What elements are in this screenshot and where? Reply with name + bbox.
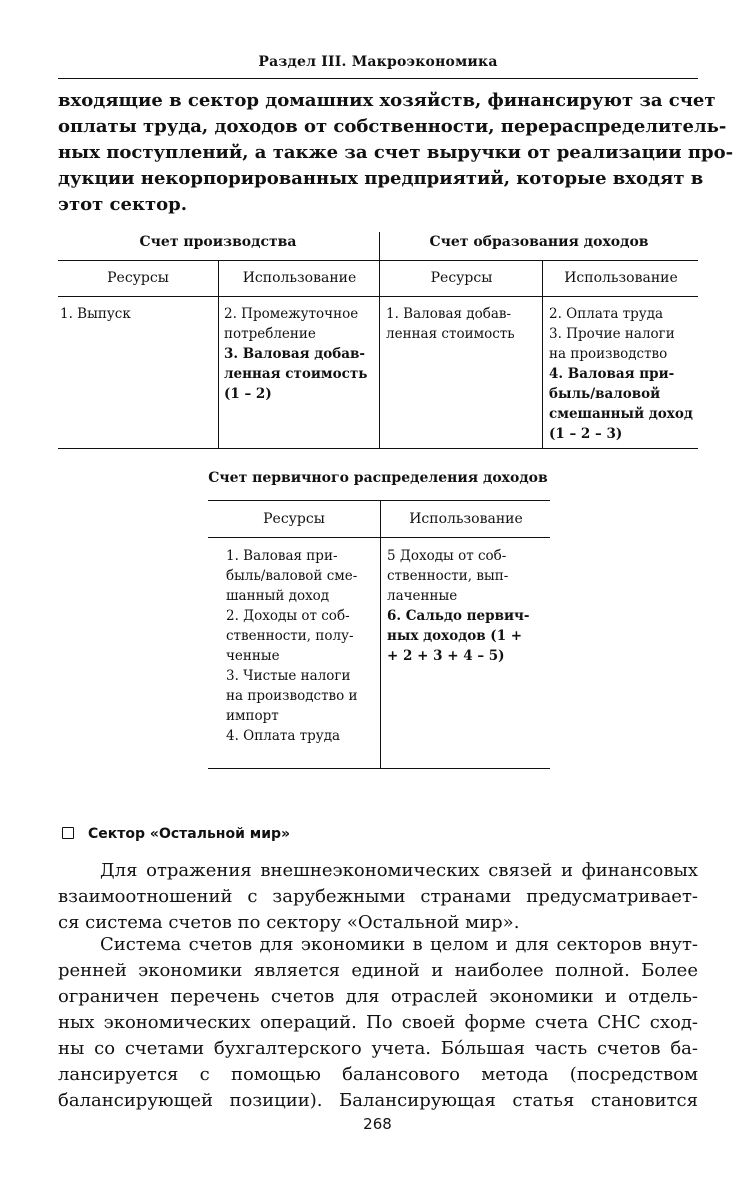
table-rule — [208, 768, 550, 769]
cell-line: 6. Сальдо первич- — [387, 608, 530, 624]
cell-primary-resources — [226, 546, 376, 746]
section-title-text: Сектор «Остальной мир» — [88, 826, 291, 842]
cell-line: 2. Доходы от соб- — [226, 608, 350, 624]
intro-paragraph — [58, 88, 734, 218]
cell-line: ленная стоимость — [386, 326, 515, 342]
header-resources: Ресурсы — [430, 270, 493, 286]
text-line: оплаты труда, доходов от собственности, перераспределитель- — [58, 116, 727, 137]
cell-line: ственности, вып- — [387, 568, 509, 584]
cell-line: 1. Валовая при- — [226, 548, 338, 564]
section-heading — [62, 826, 290, 842]
table-divider — [218, 260, 219, 448]
header-rule — [58, 78, 698, 79]
header-usage: Использование — [242, 270, 357, 286]
text-line: взаимоотношений с зарубежными странами предусматривает- — [58, 886, 698, 907]
cell-line: ственности, полу- — [226, 628, 354, 644]
text-line: этот сектор. — [58, 194, 187, 215]
header-resources: Ресурсы — [107, 270, 169, 286]
income-generation-account-title: Счет образования доходов — [429, 234, 649, 250]
cell-line: (1 – 2) — [224, 386, 272, 402]
cell-primary-usage — [387, 546, 547, 666]
cell-line: смешанный доход — [549, 406, 693, 422]
running-head: Раздел III. Макроэкономика — [258, 54, 498, 70]
cell-income-usage — [549, 304, 697, 444]
table-rule — [58, 448, 698, 449]
primary-income-account-table — [208, 500, 550, 770]
text-line: Система счетов для экономики в целом и для секторов внут- — [100, 934, 698, 955]
cell-line: импорт — [226, 708, 279, 724]
cell-line: 3. Валовая добав- — [224, 346, 366, 362]
cell-line: 3. Прочие налоги — [549, 326, 675, 342]
table-rule — [208, 500, 550, 501]
cell-line: 5 Доходы от соб- — [387, 548, 507, 564]
cell-production-resources — [60, 304, 214, 324]
cell-production-usage — [224, 304, 376, 404]
cell-line: (1 – 2 – 3) — [549, 426, 623, 442]
text-line: ны со счетами бухгалтерского учета. Бо́льшая часть счетов ба- — [58, 1038, 698, 1059]
table-divider — [379, 232, 380, 448]
cell-line: ных доходов (1 + — [387, 628, 523, 644]
cell-line: шанный доход — [226, 588, 330, 604]
cell-line: ленная стоимость — [224, 366, 368, 382]
table-divider — [542, 260, 543, 448]
text-line: Для отражения внешнеэкономических связей и финансовых — [100, 860, 698, 881]
text-line: ограничен перечень счетов для отраслей экономики и отдель- — [58, 986, 698, 1007]
primary-income-account-title: Счет первичного распределения доходов — [208, 470, 548, 486]
header-usage: Использование — [564, 270, 678, 286]
text-line: ренней экономики является единой и наиболее полной. Более — [58, 960, 698, 981]
cell-line: 3. Чистые налоги — [226, 668, 351, 684]
cell-line: 4. Валовая при- — [549, 366, 675, 382]
cell-line: 2. Оплата труда — [549, 306, 664, 322]
header-resources: Ресурсы — [263, 511, 325, 527]
accounts-system-paragraph — [58, 932, 698, 1114]
production-and-income-accounts-table — [58, 230, 698, 450]
cell-line: на производство и — [226, 688, 358, 704]
cell-line: потребление — [224, 326, 316, 342]
cell-line: быль/валовой — [549, 386, 661, 402]
cell-line: 1. Выпуск — [60, 306, 131, 322]
table-rule — [58, 296, 698, 297]
cell-line: 2. Промежуточное — [224, 306, 359, 322]
cell-line: 1. Валовая добав- — [386, 306, 512, 322]
production-account-title: Счет производства — [139, 234, 297, 250]
table-divider — [380, 500, 381, 768]
cell-line: лаченные — [387, 588, 458, 604]
cell-line: на производство — [549, 346, 668, 362]
text-line: лансируется с помощью балансового метода (посредством — [58, 1064, 698, 1085]
rest-of-world-paragraph — [58, 858, 698, 936]
cell-line: + 2 + 3 + 4 – 5) — [387, 648, 505, 664]
text-line: дукции некорпорированных предприятий, которые входят в — [58, 168, 704, 189]
header-usage: Использование — [409, 511, 523, 527]
page-number: 268 — [363, 1115, 392, 1133]
cell-line: 4. Оплата труда — [226, 728, 341, 744]
table-rule — [208, 537, 550, 538]
text-line: ных поступлений, а также за счет выручки от реализации про- — [58, 142, 734, 163]
cell-line: ченные — [226, 648, 280, 664]
text-line: ных экономических операций. По своей форме счета СНС сход- — [58, 1012, 698, 1033]
text-line: ся система счетов по сектору «Остальной мир». — [58, 912, 520, 933]
cell-line: быль/валовой сме- — [226, 568, 358, 584]
text-line: входящие в сектор домашних хозяйств, финансируют за счет — [58, 90, 716, 111]
text-line: балансирующей позиции). Балансирующая статья становится — [58, 1090, 698, 1111]
cell-income-resources — [386, 304, 540, 344]
checkbox-square-icon — [62, 827, 74, 839]
